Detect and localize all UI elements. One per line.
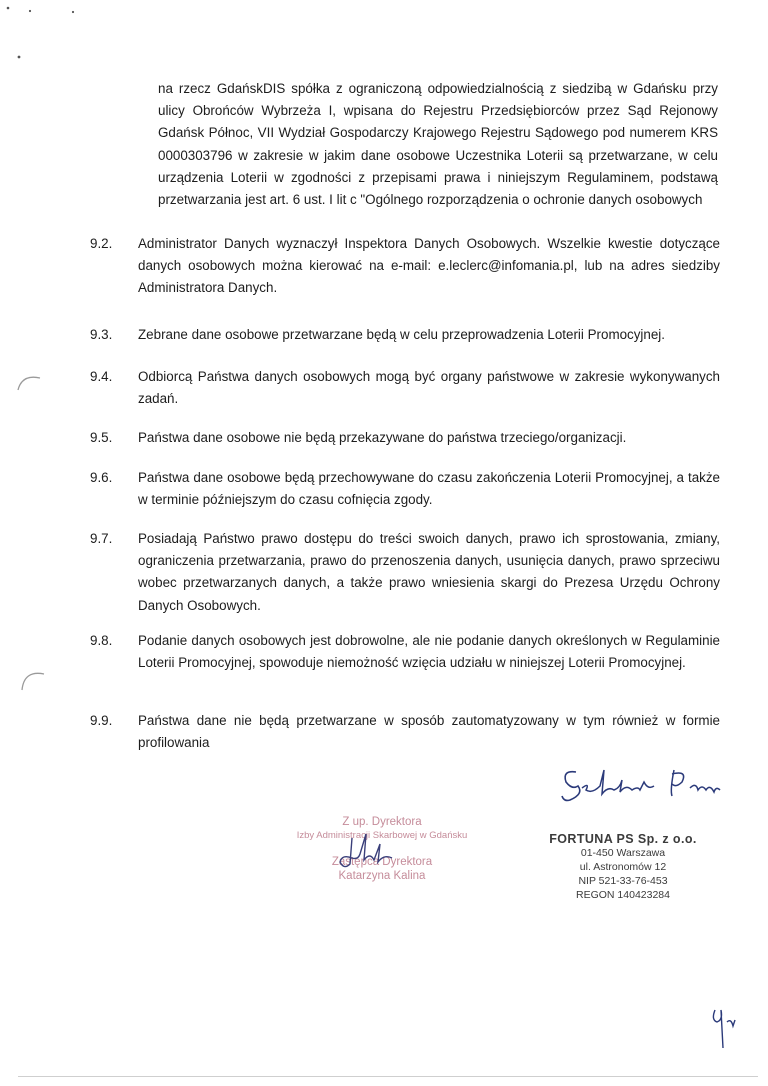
list-item — [90, 427, 720, 449]
item-text: Podanie danych osobowych jest dobrowolne, ale nie podanie danych określonych w Regulaminie Loterii Promocyjnej, spowoduje niemożność wzięcia udziału w niniejszej Loterii Promocyjnej. — [138, 633, 720, 671]
company-regon: REGON 140423284 — [576, 889, 670, 901]
list-item — [90, 324, 720, 346]
scan-edge-line — [18, 1076, 758, 1077]
company-nip: NIP 521-33-76-453 — [578, 875, 668, 887]
item-number: 9.5. — [90, 430, 113, 445]
official-signature — [330, 830, 420, 875]
item-text: Państwa dane nie będą przetwarzane w sposób zautomatyzowany w tym również w formie profilowania — [138, 713, 720, 751]
list-item — [90, 630, 720, 674]
item-text: Państwa dane osobowe nie będą przekazywane do państwa trzeciego/organizacji. — [138, 430, 627, 445]
item-text: Zebrane dane osobowe przetwarzane będą w celu przeprowadzenia Loterii Promocyjnej. — [138, 327, 666, 342]
list-item — [90, 366, 720, 410]
item-text: Odbiorcą Państwa danych osobowych mogą być organy państwowe w zakresie wykonywanych zadań. — [138, 369, 720, 407]
stamp-line: Izby Administracji Skarbowej w Gdańsku — [296, 830, 468, 841]
punch-hole-mark-bottom — [18, 660, 48, 694]
item-text: Administrator Danych wyznaczył Inspektora Danych Osobowych. Wszelkie kwestie dotyczące danych osobowych można kierować na e-mail: e.leclerc@infomania.pl, lub na adres siedziby Administratora Danych. — [138, 236, 720, 296]
item-text: Posiadają Państwo prawo dostępu do treści swoich danych, prawo ich sprostowania, zmiany, ograniczenia przetwarzania, prawo do przenoszenia danych, usunięcia danych, prawo sprzeciwu wobec przetwarzanych danych, a także prawo wniesienia skargi do Prezesa Urzędu Ochrony Danych Osobowych. — [138, 531, 720, 613]
scan-dots — [0, 0, 90, 70]
stamp-line: Katarzyna Kalina — [338, 870, 426, 882]
punch-hole-mark-top — [14, 366, 44, 396]
item-number: 9.8. — [90, 633, 113, 648]
list-item — [90, 528, 720, 617]
initials-mark — [705, 1000, 745, 1055]
list-item — [90, 233, 720, 300]
item-number: 9.3. — [90, 327, 113, 342]
item-number: 9.7. — [90, 531, 113, 546]
company-city: 01-450 Warszawa — [580, 847, 666, 859]
list-item — [90, 710, 720, 754]
item-number: 9.9. — [90, 713, 113, 728]
item-number: 9.2. — [90, 236, 113, 251]
stamp-line: Z up. Dyrektora — [342, 816, 422, 828]
list-item — [90, 467, 720, 511]
stamp-line: Zastępca Dyrektora — [331, 856, 433, 868]
company-stamp — [548, 832, 698, 902]
item-number: 9.6. — [90, 470, 113, 485]
intro-paragraph: na rzecz GdańskDIS spółka z ograniczoną odpowiedzialnością z siedzibą w Gdańsku przy ulicy Obrońców Wybrzeża I, wpisana do Rejestru Przedsiębiorców przez Sąd Rejonowy Gdańsk Północ, VII Wydział Gospodarczy Krajowego Rejestru Sądowego pod numerem KRS 0000303796 w zakresie w jakim dane osobowe Uczestnika Loterii są przetwarzane, w celu urządzenia Loterii w zgodności z przepisami prawa i niniejszym Regulaminem, podstawą przetwarzania jest art. 6 ust. I lit c "Ogólnego rozporządzenia o ochronie danych osobowych — [158, 81, 718, 208]
handwritten-signature — [556, 760, 726, 810]
item-text: Państwa dane osobowe będą przechowywane do czasu zakończenia Loterii Promocyjnej, a także w terminie późniejszym do czasu cofnięcia zgody. — [138, 470, 720, 508]
company-street: ul. Astronomów 12 — [579, 861, 667, 873]
item-number: 9.4. — [90, 369, 113, 384]
company-name: FORTUNA PS Sp. z o.o. — [549, 832, 697, 846]
